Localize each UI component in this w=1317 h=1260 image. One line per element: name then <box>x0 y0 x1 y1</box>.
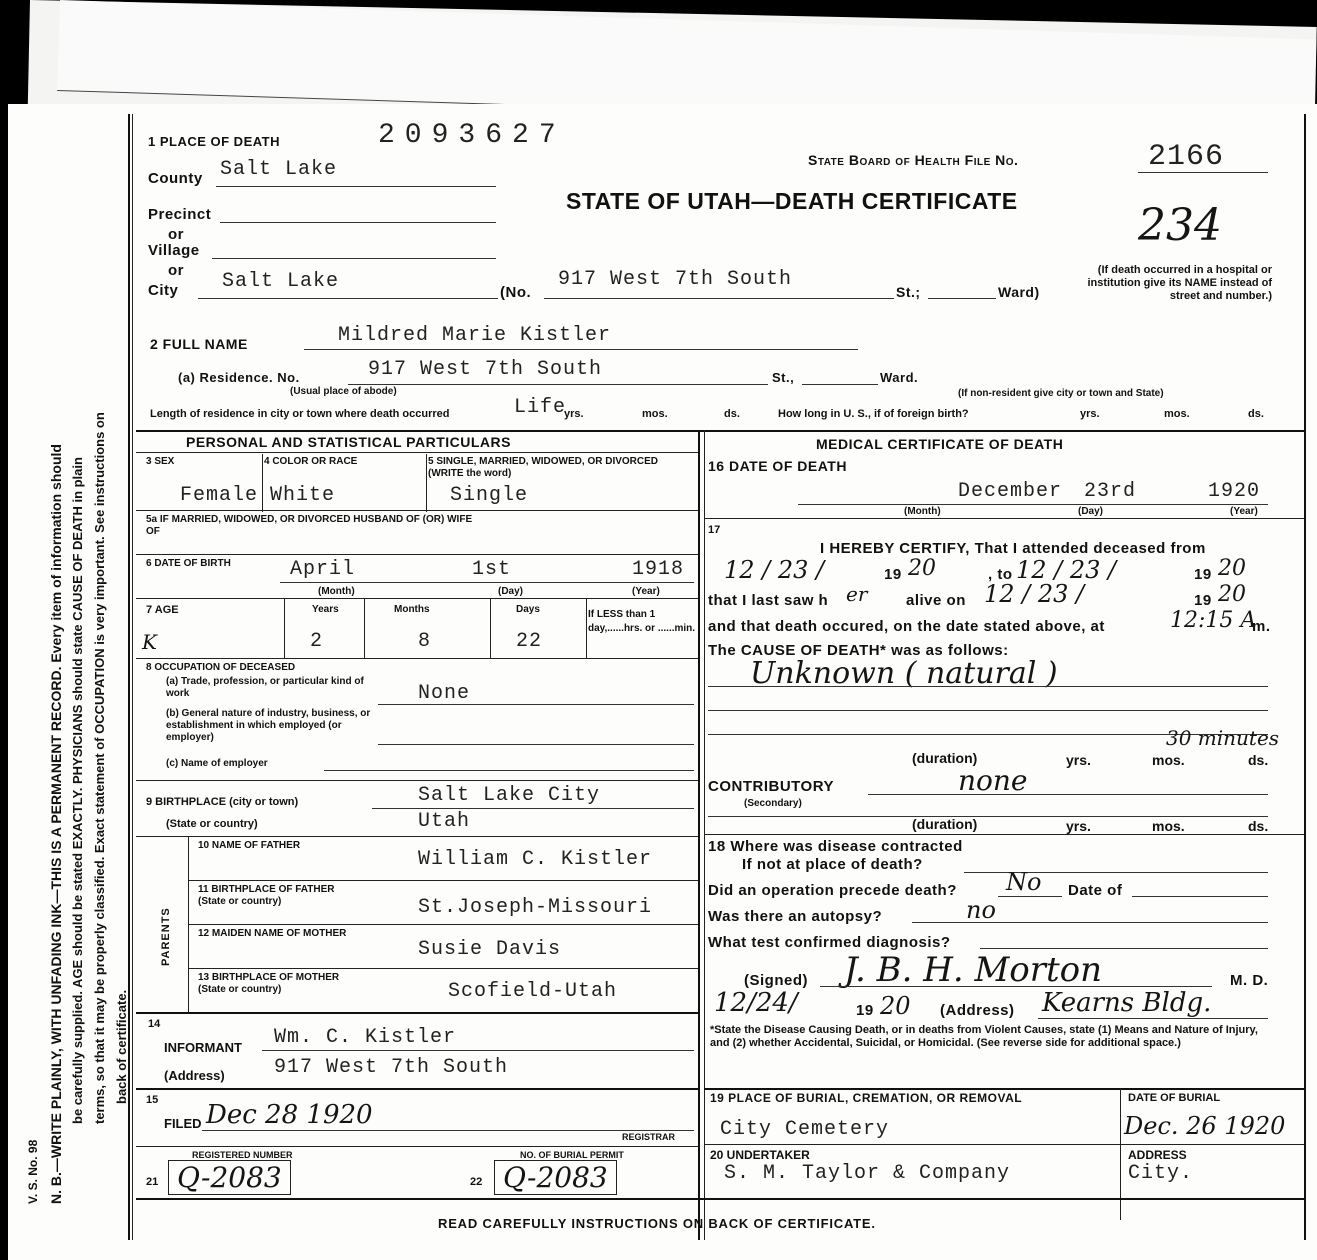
rule <box>262 454 263 512</box>
dob-year: 1918 <box>632 558 685 581</box>
occupation-value: None <box>418 682 471 705</box>
duration-label: (duration) <box>912 750 978 766</box>
cause-value: Unknown ( natural ) <box>750 656 1058 691</box>
rule <box>136 1146 698 1147</box>
underline <box>928 298 996 299</box>
burial-num-label: 22 <box>470 1176 483 1188</box>
birthplace-label: 9 BIRTHPLACE (city or town) <box>146 796 299 808</box>
st-label: St., <box>772 370 795 385</box>
contributory-label: CONTRIBUTORY <box>708 778 834 795</box>
cause-label: The CAUSE OF DEATH* was as follows: <box>708 642 1009 659</box>
death-address: 917 West 7th South <box>558 268 793 291</box>
rule <box>136 554 698 555</box>
county-value: Salt Lake <box>220 158 338 181</box>
underline <box>372 808 694 809</box>
underline <box>708 816 1268 817</box>
mother-value: Susie Davis <box>418 938 562 961</box>
burial-permit-label: NO. OF BURIAL PERMIT <box>520 1150 624 1160</box>
rule <box>136 836 698 837</box>
rule <box>136 658 698 659</box>
rule <box>136 1012 698 1014</box>
underline <box>280 582 694 583</box>
center-divider <box>698 430 700 1240</box>
dob-month: April <box>290 558 356 581</box>
filed-number: 15 <box>146 1094 159 1106</box>
yrs-label: yrs. <box>564 408 584 420</box>
yrs-label: yrs. <box>1080 408 1100 420</box>
parents-label: PARENTS <box>160 907 172 966</box>
mother-birthplace-value: Scofield-Utah <box>448 980 618 1003</box>
undertaker-address-value: City. <box>1128 1162 1194 1185</box>
underline <box>348 384 768 385</box>
mother-birthplace-label: 13 BIRTHPLACE OF MOTHER (State or country) <box>198 972 340 995</box>
age-mark: K <box>142 630 157 654</box>
margin-instruction-3: terms, so that it may be properly classified. Exact statement of OCCUPATION is very important. See instructions on <box>92 412 107 1124</box>
date-of-death-label: 16 DATE OF DEATH <box>708 458 847 474</box>
residence-value: 917 West 7th South <box>368 358 603 381</box>
death-day: 23rd <box>1084 480 1137 503</box>
st-label: St.; <box>896 284 921 300</box>
full-name-label: 2 FULL NAME <box>150 336 248 352</box>
spouse-label: 5a IF MARRIED, WIDOWED, OR DIVORCED HUSBAND OF (OR) WIFE OF <box>146 514 473 537</box>
item-17-label: 17 <box>708 524 721 536</box>
rule <box>364 598 365 658</box>
underline <box>304 349 858 350</box>
underline <box>980 948 1268 949</box>
to-year-prefix: 19 <box>1194 566 1212 583</box>
md-label: M. D. <box>1230 972 1269 989</box>
underline <box>998 896 1062 897</box>
underline <box>802 384 878 385</box>
to-year: 20 <box>1218 556 1246 581</box>
signed-date: 12/24/ <box>714 988 798 1018</box>
rule <box>136 452 698 453</box>
month-label: (Month) <box>318 586 355 597</box>
years-label: Years <box>312 604 339 615</box>
duration-label: (duration) <box>912 816 978 832</box>
left-border <box>128 114 130 1240</box>
father-label: 10 NAME OF FATHER <box>198 840 301 851</box>
color-value: White <box>270 484 336 507</box>
rule <box>136 780 698 781</box>
registrar-label: REGISTRAR <box>622 1132 676 1142</box>
undertaker-address-label: ADDRESS <box>1128 1148 1187 1162</box>
rule <box>188 968 698 969</box>
burial-permit-value: Q-2083 <box>494 1160 617 1195</box>
death-certificate <box>8 104 1317 1260</box>
footer-instructions: READ CAREFULLY INSTRUCTIONS ON BACK OF CERTIFICATE. <box>438 1216 876 1231</box>
duration-value: 30 minutes <box>1166 726 1280 750</box>
day-label: (Day) <box>498 586 524 597</box>
underline <box>198 298 498 299</box>
no-label: (No. <box>500 284 532 301</box>
registered-number-label: REGISTERED NUMBER <box>192 1150 293 1160</box>
year-label: (Year) <box>1230 506 1258 517</box>
contributory-value: none <box>958 764 1028 797</box>
age-days: 22 <box>516 630 543 653</box>
personal-header: PERSONAL AND STATISTICAL PARTICULARS <box>186 434 511 450</box>
age-years: 2 <box>310 630 324 653</box>
section-divider <box>136 430 1304 432</box>
underline <box>868 794 1268 795</box>
underline <box>820 986 1212 987</box>
signed-year-prefix: 19 <box>856 1002 874 1019</box>
margin-instruction-1: N. B.—WRITE PLAINLY, WITH UNFADING INK—THIS IS A PERMANENT RECORD. Every item of information should <box>48 444 64 1204</box>
vs-number: V. S. No. 98 <box>26 1139 40 1204</box>
operation-label: Did an operation precede death? <box>708 882 957 899</box>
mos-label: mos. <box>1152 818 1185 834</box>
sex-value: Female <box>180 484 259 507</box>
age-label: 7 AGE <box>146 604 179 616</box>
state-file-label: State Board of Health File No. <box>808 152 1019 168</box>
mos-label: mos. <box>1152 752 1185 768</box>
rule <box>704 1088 1304 1090</box>
death-year: 1920 <box>1208 480 1261 503</box>
death-time: 12:15 A <box>1170 608 1257 633</box>
from-year: 20 <box>908 556 936 581</box>
sex-label: 3 SEX <box>146 456 175 467</box>
month-label: (Month) <box>904 506 941 517</box>
marital-label: 5 SINGLE, MARRIED, WIDOWED, OR DIVORCED (WRITE the word) <box>428 456 659 479</box>
dob-day: 1st <box>472 558 512 581</box>
ds-label: ds. <box>1248 818 1269 834</box>
last-saw-label: that I last saw h <box>708 592 829 609</box>
alive-on-label: alive on <box>906 592 966 609</box>
signed-label: (Signed) <box>744 972 808 989</box>
informant-address-value: 917 West 7th South <box>274 1056 509 1079</box>
months-label: Months <box>394 604 430 615</box>
underline <box>378 744 694 745</box>
informant-label: INFORMANT <box>164 1040 242 1055</box>
day-label: (Day) <box>1078 506 1104 517</box>
year-label: (Year) <box>632 586 660 597</box>
attended-from: 12 / 23 / <box>724 556 825 584</box>
death-month: December <box>958 480 1063 503</box>
file-stamp: 2093627 <box>378 120 566 151</box>
margin-instruction-4: back of certificate. <box>114 989 129 1104</box>
mos-label: mos. <box>642 408 668 420</box>
birthplace-city: Salt Lake City <box>418 784 601 807</box>
yrs-label: yrs. <box>1066 752 1091 768</box>
marital-value: Single <box>450 484 529 507</box>
disease-contracted-label: 18 Where was disease contracted <box>708 838 963 855</box>
autopsy-label: Was there an autopsy? <box>708 908 883 925</box>
rule <box>284 598 285 658</box>
county-label: County <box>148 170 203 187</box>
underline <box>262 1050 694 1051</box>
burial-label: 19 PLACE OF BURIAL, CREMATION, OR REMOVAL <box>710 1091 1023 1105</box>
margin-instruction-2: be carefully supplied. AGE should be stated EXACTLY. PHYSICIANS should state CAUSE OF DEATH in plain <box>70 457 85 1124</box>
rule <box>704 518 1304 519</box>
underline <box>202 1130 694 1131</box>
village-label: Village <box>148 242 200 259</box>
informant-value: Wm. C. Kistler <box>274 1026 457 1049</box>
full-name-value: Mildred Marie Kistler <box>338 324 612 347</box>
color-label: 4 COLOR OR RACE <box>264 456 358 467</box>
cause-footnote: *State the Disease Causing Death, or in deaths from Violent Causes, state (1) Means and Nature of Injury, and (2) whether Accidental, Suicidal, or Homicidal. (See reverse side for additional space.) <box>710 1024 1258 1049</box>
medical-header: MEDICAL CERTIFICATE OF DEATH <box>816 436 1064 452</box>
yrs-label: yrs. <box>1066 818 1091 834</box>
city-value: Salt Lake <box>222 270 340 293</box>
date-of-label: Date of <box>1068 882 1123 899</box>
rule <box>490 598 491 658</box>
employer-label: (c) Name of employer <box>166 758 268 769</box>
test-label: What test confirmed diagnosis? <box>708 934 951 951</box>
or-label: or <box>168 262 184 279</box>
less-than-label: If LESS than 1 day,......hrs. or ......min. <box>588 609 696 634</box>
age-months: 8 <box>418 630 432 653</box>
signed-year: 20 <box>880 992 911 1020</box>
underline <box>544 298 894 299</box>
operation-value: No <box>1006 868 1042 896</box>
left-border <box>132 114 133 1240</box>
dob-label: 6 DATE OF BIRTH <box>146 558 231 569</box>
registered-number-value: Q-2083 <box>168 1160 291 1195</box>
physician-signature: J. B. H. Morton <box>844 950 1103 990</box>
occupation-label: 8 OCCUPATION OF DECEASED <box>146 662 296 673</box>
occupation-b-label: (b) General nature of industry, business, or establishment in which employed (or employer) <box>166 708 371 743</box>
place-of-death-label: 1 PLACE OF DEATH <box>148 134 280 149</box>
father-birthplace-label: 11 BIRTHPLACE OF FATHER (State or country) <box>198 884 335 907</box>
underline <box>1132 896 1268 897</box>
ward-label: Ward. <box>880 370 919 385</box>
ward-label: Ward) <box>998 284 1040 300</box>
certify-text: I HEREBY CERTIFY, That I attended deceased from <box>820 540 1206 557</box>
ds-label: ds. <box>724 408 740 420</box>
date-of-burial-label: DATE OF BURIAL <box>1128 1092 1221 1104</box>
hospital-note: (If death occurred in a hospital or institution give its NAME instead of street and number.) <box>1087 264 1272 302</box>
underline <box>220 222 496 223</box>
secondary-label: (Secondary) <box>744 798 802 809</box>
or-label: or <box>168 226 184 243</box>
underline <box>912 922 1268 923</box>
attended-to: 12 / 23 / <box>1016 556 1117 584</box>
rule <box>136 510 698 511</box>
rule <box>188 880 698 881</box>
alive-year-prefix: 19 <box>1194 592 1212 609</box>
occupation-a-label: (a) Trade, profession, or particular kind of work <box>166 676 364 699</box>
underline <box>798 504 1268 505</box>
usual-place-note: (Usual place of abode) <box>290 386 397 397</box>
undertaker-label: 20 UNDERTAKER <box>710 1148 810 1162</box>
mother-label: 12 MAIDEN NAME OF MOTHER <box>198 928 347 939</box>
from-year-prefix: 19 <box>884 566 902 583</box>
rule <box>704 1144 1304 1145</box>
burial-value: City Cemetery <box>720 1118 890 1141</box>
certificate-title: STATE OF UTAH—DEATH CERTIFICATE <box>566 188 1018 214</box>
underline <box>708 710 1268 711</box>
length-label: Length of residence in city or town where death occurred <box>150 408 450 420</box>
filed-label: FILED <box>164 1116 202 1131</box>
address-label: (Address) <box>940 1002 1015 1019</box>
occurred-label: and that death occured, on the date stated above, at <box>708 618 1105 635</box>
alive-year: 20 <box>1218 582 1246 607</box>
days-label: Days <box>516 604 540 615</box>
rule <box>426 454 427 512</box>
disease-contracted-sub: If not at place of death? <box>742 856 923 873</box>
nonresident-note: (If non-resident give city or town and State) <box>958 388 1164 399</box>
rule <box>188 836 189 1014</box>
center-divider <box>704 430 705 1240</box>
state-file-number: 2166 <box>1148 140 1225 174</box>
rule <box>188 924 698 925</box>
filed-value: Dec 28 1920 <box>206 1100 373 1130</box>
informant-number: 14 <box>148 1018 161 1030</box>
physician-address: Kearns Bldg. <box>1042 988 1212 1018</box>
autopsy-value: no <box>966 896 996 924</box>
to-label: , to <box>988 566 1013 583</box>
rule <box>136 1088 698 1090</box>
rule <box>704 834 1304 835</box>
underline <box>708 686 1268 687</box>
residence-label: (a) Residence. No. <box>178 370 300 385</box>
underline <box>1138 172 1268 173</box>
underline <box>1038 1018 1268 1019</box>
father-birthplace-value: St.Joseph-Missouri <box>418 896 653 919</box>
foreign-birth-label: How long in U. S., if of foreign birth? <box>778 408 969 420</box>
m-label: m. <box>1252 618 1271 635</box>
informant-address-label: (Address) <box>164 1068 225 1083</box>
underline <box>378 704 694 705</box>
mos-label: mos. <box>1164 408 1190 420</box>
length-value: Life <box>514 396 567 419</box>
precinct-label: Precinct <box>148 206 212 223</box>
rule <box>1120 1088 1121 1220</box>
underline <box>212 258 496 259</box>
rule <box>136 598 698 599</box>
alive-date: 12 / 23 / <box>984 580 1085 608</box>
undertaker-value: S. M. Taylor & Company <box>724 1162 1011 1185</box>
date-of-burial-value: Dec. 26 1920 <box>1124 1112 1286 1140</box>
underline <box>324 770 694 771</box>
ds-label: ds. <box>1248 752 1269 768</box>
bottom-rule <box>136 1198 1304 1200</box>
father-value: William C. Kistler <box>418 848 653 871</box>
rule <box>586 598 587 658</box>
last-saw-hand: er <box>846 582 868 606</box>
right-border <box>1304 114 1306 1240</box>
city-label: City <box>148 282 179 299</box>
birthplace-state: Utah <box>418 810 471 833</box>
ds-label: ds. <box>1248 408 1264 420</box>
registered-num-label: 21 <box>146 1176 159 1188</box>
handwritten-number: 234 <box>1138 200 1222 251</box>
state-country-label: (State or country) <box>166 818 258 830</box>
underline <box>216 186 496 187</box>
